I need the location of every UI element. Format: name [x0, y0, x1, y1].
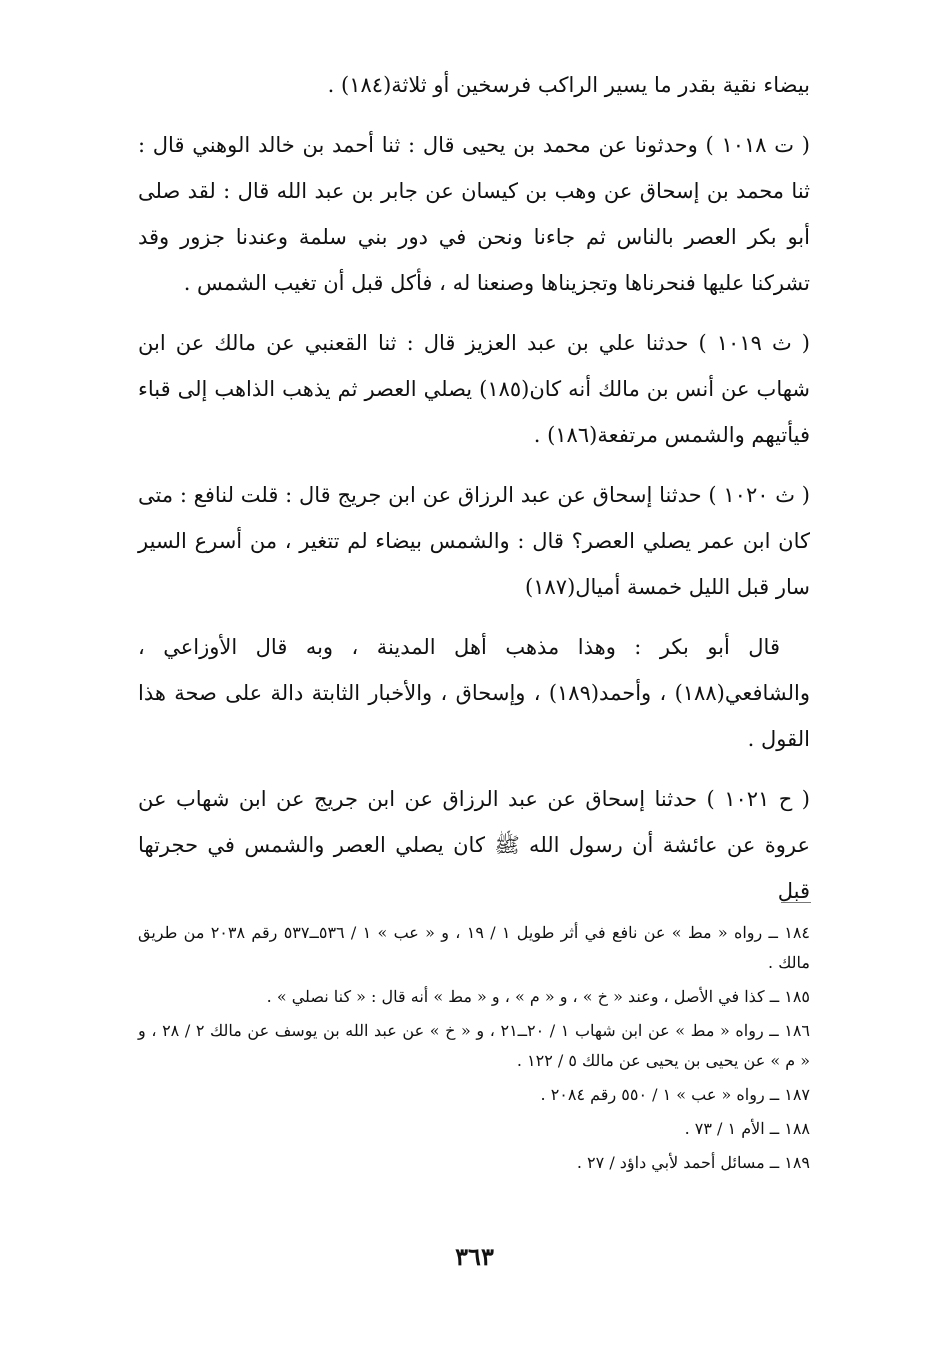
hadith-1020: ( ث ١٠٢٠ ) حدثنا إسحاق عن عبد الرزاق عن ابن جريج قال : قلت لنافع : متى كان ابن عمر يصلي العصر؟ قال : والشمس بيضاء لم تتغير ، من أسرع السير سار قبل الليل خمسة أميال(١٨٧) — [138, 483, 810, 599]
footnote-186: ١٨٦ ــ رواه « مط » عن ابن شهاب ١ / ٢٠ــ٢١ ، و « خ » عن عبد الله بن يوسف عن مالك ٢ / ٢٨ ، و « م » عن يحيى بن يحيى عن مالك ٥ / ١٢٢ . — [138, 1021, 811, 1070]
footnotes — [138, 918, 810, 1182]
footnote-separator — [781, 902, 811, 903]
hadith-1018: ( ت ١٠١٨ ) وحدثونا عن محمد بن يحيى قال : ثنا أحمد بن خالد الوهني قال : ثنا محمد بن إسحاق عن وهب بن كيسان عن جابر بن عبد الله قال : لقد صلى أبو بكر العصر بالناس ثم جاءنا ونحن في دور بني سلمة وعندنا جزور وقد تشركنا عليها فنحرناها وتجزيناها وصنعنا له ، فأكل قبل أن تغيب الشمس . — [138, 133, 810, 295]
abu-bakr-statement: قال أبو بكر : وهذا مذهب أهل المدينة ، وبه قال الأوزاعي ، والشافعي(١٨٨) ، وأحمد(١٨٩) ، وإسحاق ، والأخبار الثابتة دالة على صحة هذا القول . — [138, 635, 810, 751]
footnote-184: ١٨٤ ــ رواه « مط » عن نافع في أثر طويل ١ / ١٩ ، و « عب » ١ / ٥٣٦ــ٥٣٧ رقم ٢٠٣٨ من طريق مالك . — [138, 923, 811, 972]
footnote-187: ١٨٧ ــ رواه « عب » ١ / ٥٥٠ رقم ٢٠٨٤ . — [540, 1085, 810, 1104]
page-number: ٣٦٣ — [455, 1242, 494, 1271]
opening-line: بيضاء نقية بقدر ما يسير الراكب فرسخين أو ثلاثة(١٨٤) . — [327, 73, 810, 97]
footnote-185: ١٨٥ ــ كذا في الأصل ، وعند « خ » ، و « م » ، و « مط » أنه قال : « كنا نصلي » . — [266, 987, 810, 1006]
hadith-1021: ( ح ١٠٢١ ) حدثنا إسحاق عن عبد الرزاق عن ابن جريج عن ابن شهاب عن عروة عن عائشة أن رسول الله ﷺ كان يصلي العصر والشمس في حجرتها قبل — [138, 787, 810, 903]
main-text — [138, 62, 810, 928]
footnote-189: ١٨٩ ــ مسائل أحمد لأبي داؤد / ٢٧ . — [576, 1153, 810, 1172]
hadith-1019: ( ث ١٠١٩ ) حدثنا علي بن عبد العزيز قال : ثنا القعنبي عن مالك عن ابن شهاب عن أنس بن مالك أنه كان(١٨٥) يصلي العصر ثم يذهب الذاهب إلى قباء فيأتيهم والشمس مرتفعة(١٨٦) . — [138, 331, 810, 447]
footnote-188: ١٨٨ ــ الأم ١ / ٧٣ . — [684, 1119, 810, 1138]
